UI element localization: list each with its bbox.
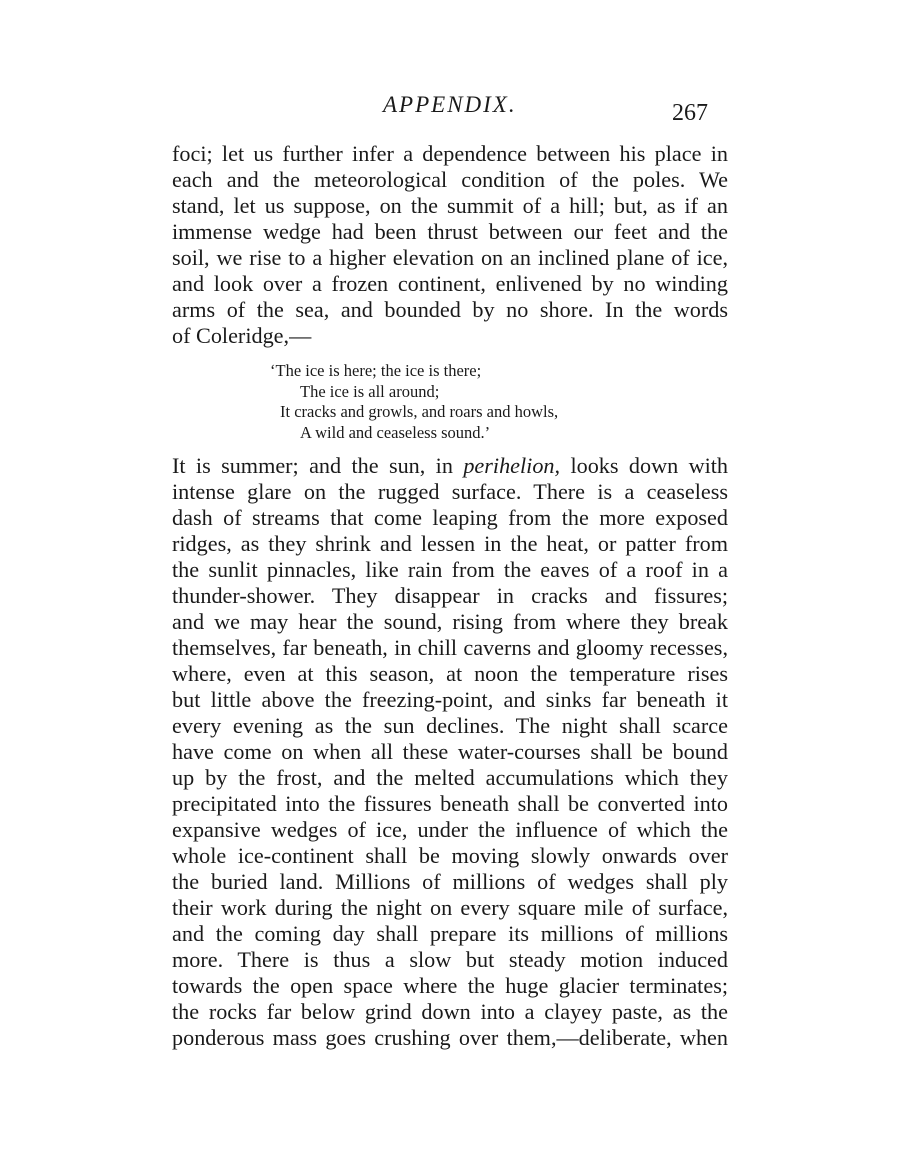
text-line: arms of the sea, and bounded by no shore. In the words [172,297,728,322]
text-line: the rocks far below grind down into a clayey paste, as the [172,999,728,1024]
text-line: the sunlit pinnacles, like rain from the eaves of a roof in a [172,557,728,582]
text-line: towards the open space where the huge glacier terminates; [172,973,728,998]
text-line-first [172,453,728,479]
text-line: the buried land. Millions of millions of wedges shall ply [172,869,728,894]
text-line: intense glare on the rugged surface. There is a ceaseless [172,479,728,504]
running-head [0,92,900,124]
text-line: stand, let us suppose, on the summit of a hill; but, as if an [172,193,728,218]
text-line: themselves, far beneath, in chill caverns and gloomy recesses, [172,635,728,660]
text-run: looks down with [570,453,729,478]
text-line: precipitated into the fissures beneath shall be converted into [172,791,728,816]
text-line: each and the meteorological condition of the poles. We [172,167,728,192]
text-line: their work during the night on every square mile of surface, [172,895,728,920]
text-line: of Coleridge,— [172,323,312,348]
paragraph-2 [172,453,728,1051]
text-line: ponderous mass goes crushing over them,—deliberate, when [172,1025,728,1050]
text-run: It is summer; and the sun, in [172,453,453,478]
quotation-line: ‘The ice is here; the ice is there; [270,361,482,380]
text-line: dash of streams that come leaping from the more exposed [172,505,728,530]
text-line: up by the frost, and the melted accumulations which they [172,765,728,790]
italic-term: perihelion, [463,453,561,478]
text-line: immense wedge had been thrust between our feet and the [172,219,728,244]
text-line: and we may hear the sound, rising from where they break [172,609,728,634]
coleridge-quotation [270,361,558,443]
text-line: foci; let us further infer a dependence between his place in [172,141,728,166]
text-line: and look over a frozen continent, enlivened by no winding [172,271,728,296]
text-line: thunder-shower. They disappear in cracks and fissures; [172,583,728,608]
paragraph-1 [172,141,728,349]
quotation-line: The ice is all around; [300,381,440,401]
quotation-line: A wild and ceaseless sound.’ [300,422,491,442]
text-line: more. There is thus a slow but steady motion induced [172,947,728,972]
text-line: expansive wedges of ice, under the influence of which the [172,817,728,842]
quotation-line: It cracks and growls, and roars and howls, [280,402,559,421]
text-line: and the coming day shall prepare its millions of millions [172,921,728,946]
text-line: every evening as the sun declines. The night shall scarce [172,713,728,738]
running-title: APPENDIX. [383,92,517,117]
text-line: ridges, as they shrink and lessen in the heat, or patter from [172,531,728,556]
text-line: whole ice-continent shall be moving slowly onwards over [172,843,728,868]
text-line: soil, we rise to a higher elevation on an inclined plane of ice, [172,245,728,270]
page-number: 267 [672,100,708,126]
text-line: but little above the freezing-point, and sinks far beneath it [172,687,728,712]
text-line: where, even at this season, at noon the temperature rises [172,661,728,686]
text-line: have come on when all these water-courses shall be bound [172,739,728,764]
